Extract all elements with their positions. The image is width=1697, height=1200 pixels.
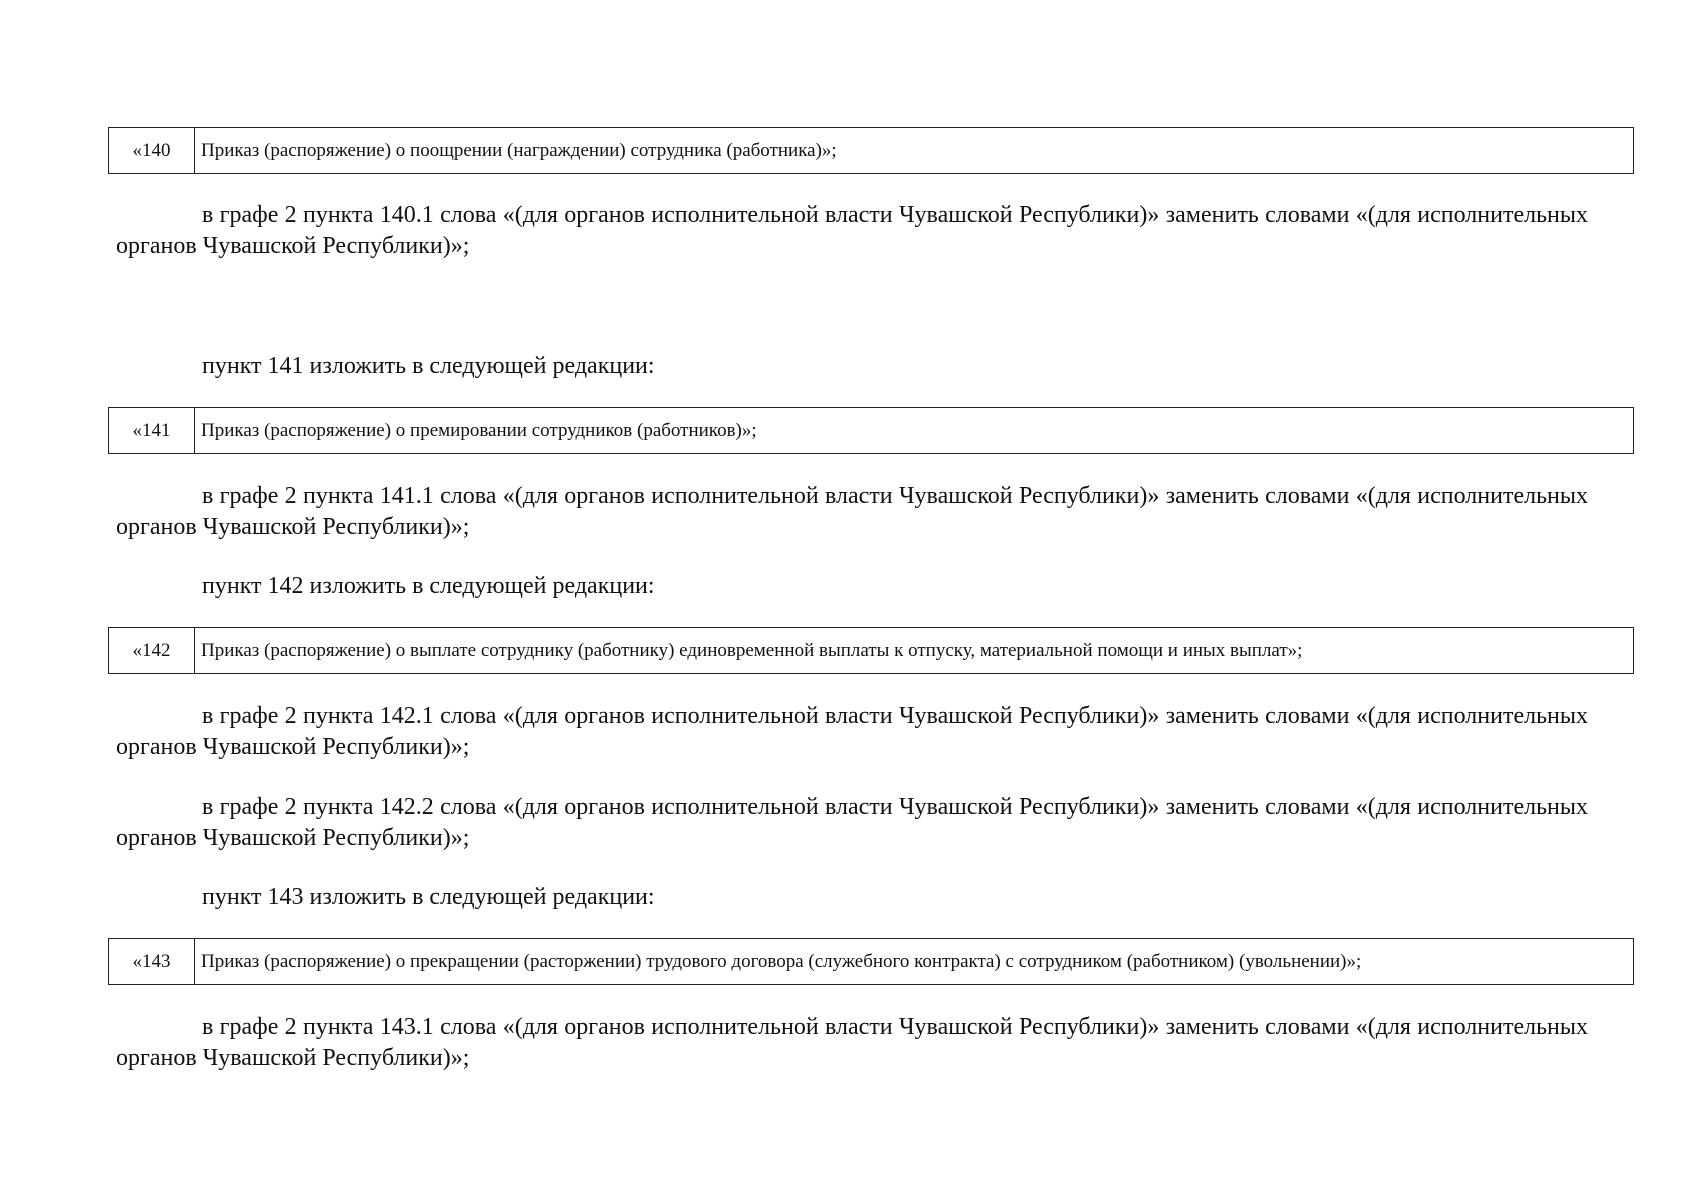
heading-point-142: пункт 142 изложить в следующей редакции: xyxy=(202,573,655,599)
table-row-143 xyxy=(108,938,1634,985)
row-text: Приказ (распоряжение) о прекращении (расторжении) трудового договора (служебного контракта) с сотрудником (работником) (увольнении)»; xyxy=(201,950,1362,972)
row-text: Приказ (распоряжение) о поощрении (награждении) сотрудника (работника)»; xyxy=(201,139,837,161)
amendment-paragraph-143-1: в графе 2 пункта 143.1 слова «(для органов исполнительной власти Чувашской Республики)» заменить словами «(для исполнительных органов Чувашской Республики)»; xyxy=(116,1014,1588,1071)
row-number: «140 xyxy=(109,128,195,173)
amendment-paragraph-141-1: в графе 2 пункта 141.1 слова «(для органов исполнительной власти Чувашской Республики)» заменить словами «(для исполнительных органов Чувашской Республики)»; xyxy=(116,483,1588,540)
table-row-140 xyxy=(108,127,1634,174)
amendment-paragraph-142-1: в графе 2 пункта 142.1 слова «(для органов исполнительной власти Чувашской Республики)» заменить словами «(для исполнительных органов Чувашской Республики)»; xyxy=(116,703,1588,760)
row-text: Приказ (распоряжение) о премировании сотрудников (работников)»; xyxy=(201,419,757,441)
row-text: Приказ (распоряжение) о выплате сотруднику (работнику) единовременной выплаты к отпуску, материальной помощи и иных выплат»; xyxy=(201,639,1303,661)
row-number: «142 xyxy=(109,628,195,673)
table-row-142 xyxy=(108,627,1634,674)
table-row-141 xyxy=(108,407,1634,454)
heading-point-141: пункт 141 изложить в следующей редакции: xyxy=(202,353,655,379)
amendment-paragraph-142-2: в графе 2 пункта 142.2 слова «(для органов исполнительной власти Чувашской Республики)» заменить словами «(для исполнительных органов Чувашской Республики)»; xyxy=(116,794,1588,851)
row-number: «141 xyxy=(109,408,195,453)
row-number: «143 xyxy=(109,939,195,984)
amendment-paragraph-140-1: в графе 2 пункта 140.1 слова «(для органов исполнительной власти Чувашской Республики)» заменить словами «(для исполнительных органов Чувашской Республики)»; xyxy=(116,202,1588,259)
heading-point-143: пункт 143 изложить в следующей редакции: xyxy=(202,884,655,910)
